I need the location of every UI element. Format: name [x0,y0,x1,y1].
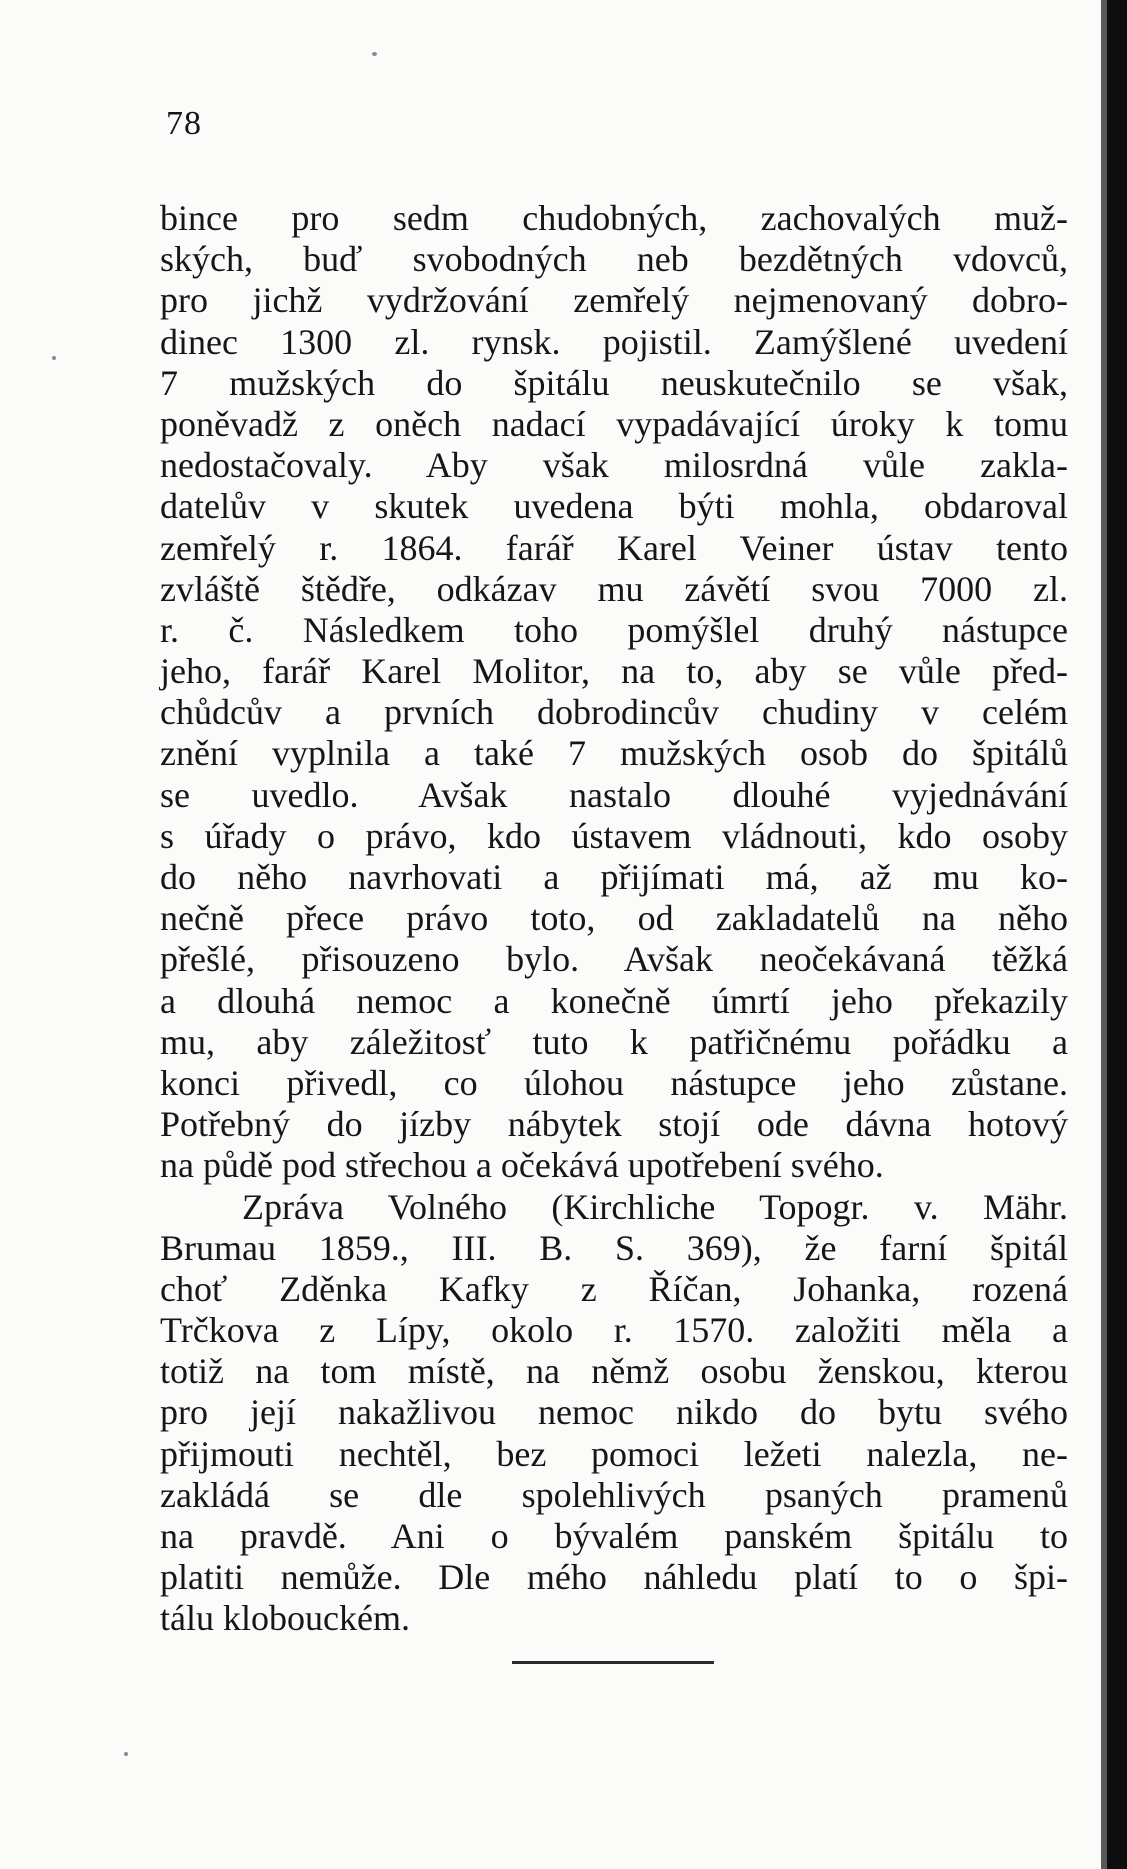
text-line: se uvedlo. Avšak nastalo dlouhé vyjednávání [160,774,1068,815]
text-line: jeho, farář Karel Molitor, na to, aby se vůle před- [160,651,1068,692]
text-line: konci přivedl, co úlohou nástupce jeho zůstane. [160,1062,1068,1103]
text-line: datelův v skutek uvedena býti mohla, obdaroval [160,486,1068,527]
text-line: zakládá se dle spolehlivých psaných pramenů [160,1474,1068,1515]
body-text [160,198,1068,1640]
text-line: tálu klobouckém. [160,1598,410,1639]
text-line: bince pro sedm chudobných, zachovalých muž- [160,198,1068,238]
text-line: chůdcův a prvních dobrodincův chudiny v celém [160,692,1068,733]
text-line: 7 mužských do špitálu neuskutečnilo se však, [160,362,1068,403]
text-line: nedostačovaly. Aby však milosrdná vůle zakla- [160,445,1068,486]
page-edge [1107,0,1127,1869]
text-line: nečně přece právo toto, od zakladatelů na něho [160,898,1068,939]
text-line: pro jichž vydržování zemřelý nejmenovaný dobro- [160,280,1068,321]
print-speck [52,356,56,360]
text-line: Brumau 1859., III. B. S. 369), že farní špitál [160,1227,1068,1268]
text-line: a dlouhá nemoc a konečně úmrtí jeho překazily [160,980,1068,1021]
text-line: pro její nakažlivou nemoc nikdo do bytu svého [160,1392,1068,1433]
text-line: choť Zděnka Kafky z Říčan, Johanka, rozená [160,1268,1068,1309]
text-line: ských, buď svobodných neb bezdětných vdovců, [160,239,1068,280]
section-end-rule [512,1661,714,1664]
text-line: Trčkova z Lípy, okolo r. 1570. založiti měla a [160,1310,1068,1351]
text-line: totiž na tom místě, na němž osobu ženskou, kterou [160,1351,1068,1392]
text-line: zemřelý r. 1864. farář Karel Veiner ústav tento [160,527,1068,568]
text-line: do něho navrhovati a přijímati má, až mu ko- [160,857,1068,897]
text-line: znění vyplnila a také 7 mužských osob do špitálů [160,733,1068,774]
text-line: přešlé, přisouzeno bylo. Avšak neočekávaná těžká [160,939,1068,980]
text-line: zvláště štědře, odkázav mu závětí svou 7000 zl. [160,568,1068,609]
print-speck [124,1752,128,1756]
page-number: 78 [166,105,202,142]
text-line: platiti nemůže. Dle mého náhledu platí to o špi- [160,1557,1068,1598]
text-line: přijmouti nechtěl, bez pomoci ležeti nalezla, ne- [160,1433,1068,1474]
print-speck [372,52,377,56]
text-line: poněvadž z oněch nadací vypadávající úroky k tomu [160,403,1068,444]
text-line: na pravdě. Ani o bývalém panském špitálu to [160,1516,1068,1556]
text-line: mu, aby záležitosť tuto k patřičnému pořádku a [160,1021,1068,1062]
text-line: dinec 1300 zl. rynsk. pojistil. Zamýšlené uvedení [160,321,1068,362]
text-line: na půdě pod střechou a očekává upotřebení svého. [160,1145,884,1186]
text-line: s úřady o právo, kdo ústavem vládnouti, kdo osoby [160,815,1068,856]
text-line-paragraph-start: Zpráva Volného (Kirchliche Topogr. v. Mähr. [242,1186,1068,1227]
text-line: Potřebný do jízby nábytek stojí ode dávna hotový [160,1104,1068,1145]
text-line: r. č. Následkem toho pomýšlel druhý nástupce [160,609,1068,650]
